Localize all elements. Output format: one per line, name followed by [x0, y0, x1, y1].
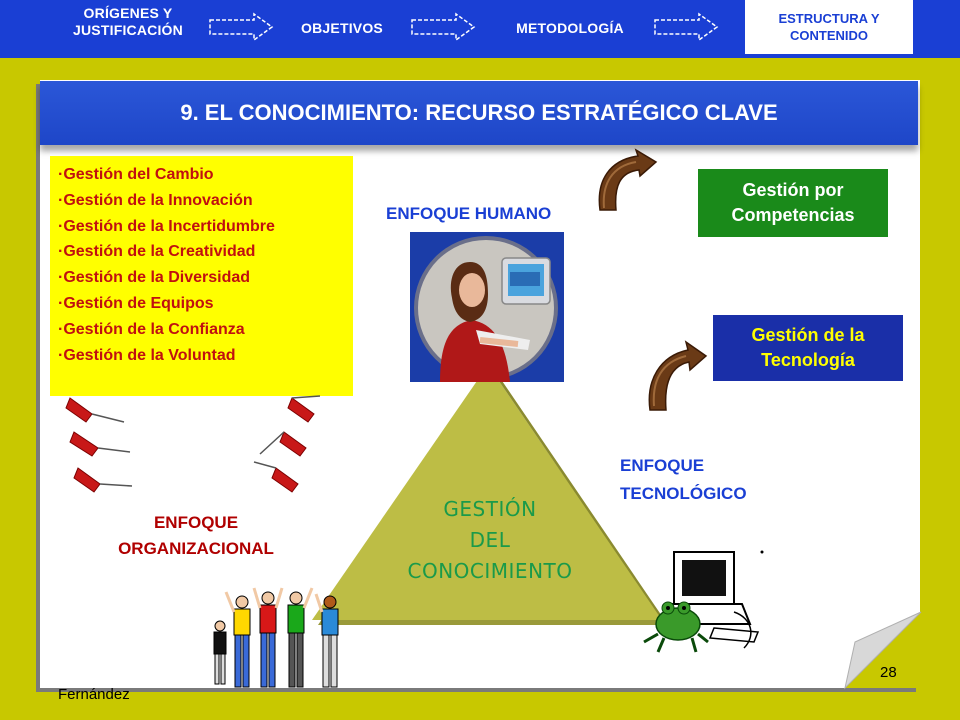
tech-focus-label: ENFOQUE TECNOLÓGICO [620, 456, 747, 503]
people-group-icon [204, 586, 354, 696]
technology-box: Gestión de la Tecnología [713, 315, 903, 381]
nav-item-origenes[interactable]: ORÍGENES Y JUSTIFICACIÓN [73, 5, 183, 38]
curved-arrow-icon [640, 340, 710, 420]
center-label: GESTIÓN DEL CONOCIMIENTO [407, 497, 573, 583]
management-list [58, 162, 348, 368]
competencies-box: Gestión por Competencias [698, 169, 888, 237]
walking-figure-icon [52, 392, 144, 502]
nav-item-objetivos[interactable]: OBJETIVOS [301, 20, 383, 36]
management-list-box [50, 156, 353, 396]
list-item: ·Gestión de la Diversidad [58, 269, 251, 287]
list-item: ·Gestión del Cambio [58, 166, 214, 183]
walking-figure-icon [240, 392, 332, 502]
list-item: ·Gestión de Equipos [58, 294, 214, 312]
footer-author: Fernández [58, 686, 130, 703]
curved-arrow-icon [590, 150, 660, 220]
slide-title: 9. EL CONOCIMIENTO: RECURSO ESTRATÉGICO CLAVE [180, 100, 778, 125]
nav-item-estructura[interactable]: ESTRUCTURA Y CONTENIDO [745, 0, 913, 54]
page-number: 28 [880, 664, 897, 681]
org-focus-label: ENFOQUE ORGANIZACIONAL [118, 513, 274, 558]
list-item: ·Gestión de la Innovación [58, 191, 253, 209]
nav-item-metodologia[interactable]: METODOLOGÍA [516, 20, 624, 36]
list-item: ·Gestión de la Creatividad [58, 243, 256, 261]
list-item: ·Gestión de la Confianza [58, 320, 245, 338]
computer-frog-icon [634, 548, 774, 658]
list-item: ·Gestión de la Incertidumbre [58, 217, 275, 235]
woman-computer-photo [410, 232, 564, 382]
human-focus-label: ENFOQUE HUMANO [386, 204, 552, 223]
list-item: ·Gestión de la Voluntad [58, 346, 236, 364]
